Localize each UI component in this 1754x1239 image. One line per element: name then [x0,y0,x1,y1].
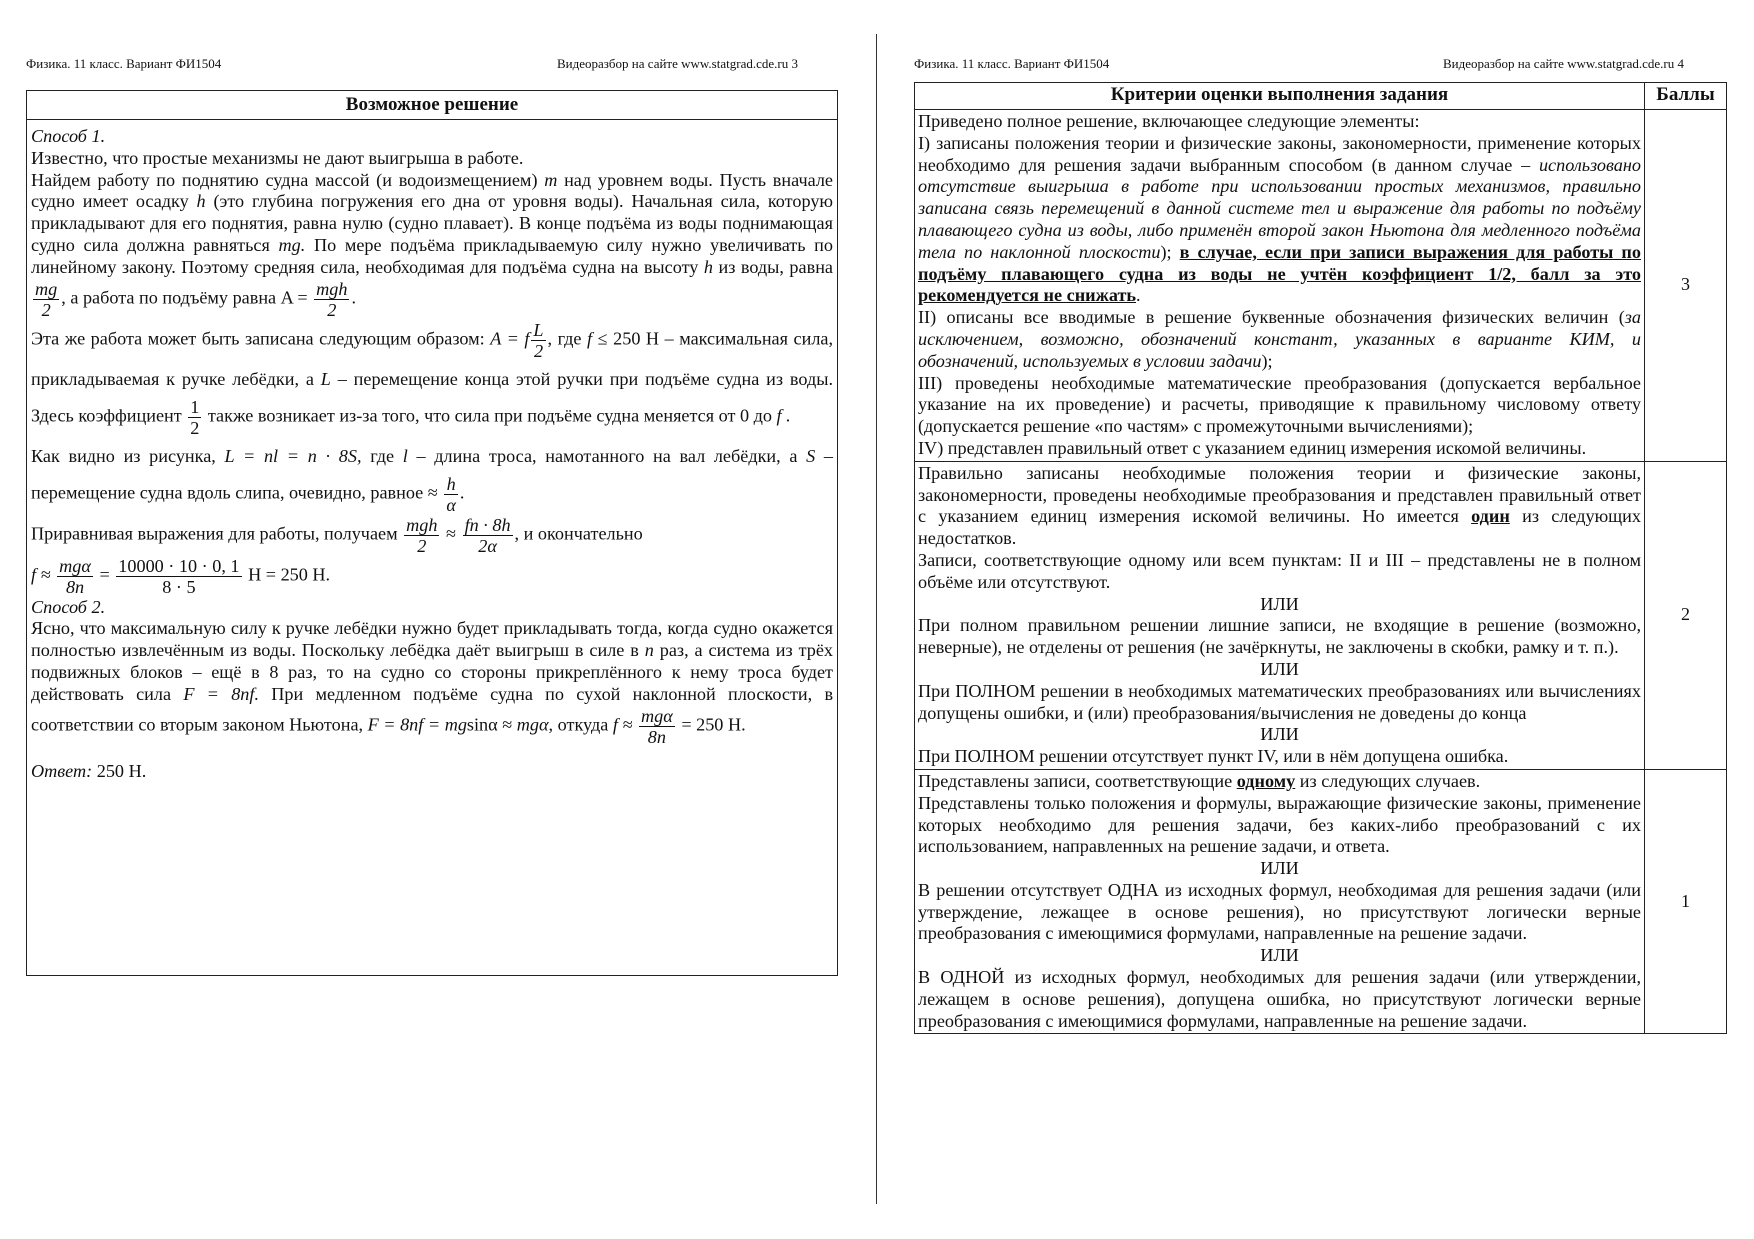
left-header-title: Физика. 11 класс. Вариант ФИ1504 [26,56,222,71]
answer-line: Ответ: 250 Н. [31,760,147,781]
method1-title: Способ 1. [31,126,106,146]
method1-text1: Известно, что простые механизмы не дают выигрыша в работе. [31,147,524,168]
criteria-text-1: Представлены записи, соответствующие одному из следующих случаев. Представлены только положения и формулы, выражающие физические законы, применение которых необходимо для решения задачи, без каких-либо преобразований с их использованием, направленных на решение задачи, и ответа. ИЛИ В решении отсутствует ОДНА из исходных формул, необходимая для решения задачи (или утверждение, лежащее в основе решения), но присутствуют логически верные преобразования с имеющимися формулами, направленные на решение задачи. ИЛИ В ОДНОЙ из исходных формул, необходимых для решения задачи (или утверждении, лежащем в основе решения), допущена ошибка, но присутствуют логически верные преобразования с имеющимися формулами, направленные на решение задачи. [915,769,1645,1034]
criteria-table [914,82,1727,1034]
solution-box [26,90,838,976]
right-header-site: Видеоразбор на сайте www.statgrad.cde.ru 4 [1443,56,1684,71]
method2-text: Ясно, что максимальную силу к ручке лебёдки нужно будет прикладывать тогда, когда судно окажется полностью извлечённым из воды. Поскольку лебёдка даёт выигрыш в силе в n раз, а система из трёх подвижных блоков – ещё в 8 раз, то на судно со стороны прикреплённого к нему троса будет действовать сила F = 8nf. При медленном подъёме судна по сухой наклонной плоскости, в соответствии со вторым законом Ньютона, F = 8nf = mgsinα ≈ mgα, откуда f ≈ $\frac{\text{mgα}}{8n}$ = 250 Н. [31,618,834,747]
method1-final-formula: f ≈ $\frac{\text{mgα}}{8n}$ = $\frac{10000 \cdot 10 \cdot 0, 1}{8 \cdot 5}$ Н = 250 Н. [31,555,331,597]
fraction-h-alpha: $\frac{h}{\alpha}$ [446,473,456,515]
method1-text6: Приравнивая выражения для работы, получаем $\frac{\text{mgh}}{2}$ ≈ $\frac{fn \cdot 8h}{2\alpha}$ , и окончательно [31,514,643,556]
method1-text4: Эта же работа может быть записана следующим образом: A = f $\frac{L}{2}$ , где f ≤ 250 Н – максимальная сила, прикладываемая к ручке лебёдки, а L – перемещение конца этой ручки при подъёме судна из воды. Здесь коэффициент $\frac{1}{2}$ также возникает из-за того, что сила при подъёме судна меняется от 0 до f . [31,319,834,438]
fraction-fn8h-2alpha: $\frac{fn \cdot 8h}{2\alpha}$ [464,514,511,556]
criteria-row-1 [915,769,1727,1034]
score-2: 2 [1645,461,1727,769]
right-header-title: Физика. 11 класс. Вариант ФИ1504 [914,56,1110,71]
fraction-numeric: $\frac{10000 \cdot 10 \cdot 0, 1}{8 \cdot 5}$ [118,555,240,597]
fraction-mg-2: $\frac{mg}{2}$ [35,278,58,320]
method1-text2: Найдем работу по поднятию судна массой (и водоизмещением) m над уровнем воды. Пусть вначале судно имеет осадку h (это глубина погружения его дна от уровня воды). Начальная сила, которую прикладывают для его поднятия, равна нулю (судно плавает). В конце подъёма из воды поднимающая судно сила должна равняться mg. По мере подъёма прикладываемую силу нужно увеличивать по линейному закону. Поэтому средняя сила, необходимая для подъёма судна на высоту h из воды, равна $\frac{mg}{2}$ , а работа по подъёму равна A = $\frac{\text{mgh}}{2}$ . [31,169,834,320]
criteria-row-3 [915,110,1727,462]
criteria-text-2: Правильно записаны необходимые положения теории и физические законы, закономерности, проведены необходимые преобразования и представлен правильный ответ с указанием единиц измерения искомой величины. Но имеется один из следующих недостатков. Записи, соответствующие одному или всем пунктам: II и III – представлены не в полном объёме или отсутствуют. ИЛИ При полном правильном решении лишние записи, не входящие в решение (возможно, неверные), не отделены от решения (не зачёркнуты, не заключены в скобки, рамку и т. п.). ИЛИ При ПОЛНОМ решении в необходимых математических преобразованиях или вычислениях допущены ошибки, и (или) преобразования/вычисления не доведены до конца ИЛИ При ПОЛНОМ решении отсутствует пункт IV, или в нём допущена ошибка. [915,461,1645,769]
left-header-site: Видеоразбор на сайте www.statgrad.cde.ru 3 [557,56,798,71]
fraction-mgalpha-8n: $\frac{\text{mgα}}{8n}$ [59,555,91,597]
method2-title: Способ 2. [31,596,106,617]
method1-text5: Как видно из рисунка, L = nl = n · 8S, где l – длина троса, намотанного на вал лебёдки, а S – перемещение судна вдоль слипа, очевидно, равное ≈ $\frac{h}{\alpha}$ . [31,445,834,515]
col-criteria-header: Критерии оценки выполнения задания [915,83,1645,110]
criteria-text-3: Приведено полное решение, включающее следующие элементы: I) записаны положения теории и физические законы, закономерности, применение которых необходимо для решения задачи выбранным способом (в данном случае – использовано отсутствие выигрыша в работе при использовании простых механизмов, правильно записана связь перемещений в данной системе тел и выражение для работы по подъёму плавающего судна из воды, либо применён второй закон Ньютона для медленного подъёма тела по наклонной плоскости); в случае, если при записи выражения для работы по подъёму плавающего судна из воды не учтён коэффициент 1/2, балл за это рекомендуется не снижать. II) описаны все вводимые в решение буквенные обозначения физических величин (за исключением, возможно, обозначений констант, указанных в варианте КИМ, и обозначений, используемых в условии задачи); III) проведены необходимые математические преобразования (допускается вербальное указание на их проведение) и расчеты, приводящие к правильному числовому ответу (допускается решение «по частям» с промежуточными вычислениями); IV) представлен правильный ответ с указанием единиц измерения искомой величины. [915,110,1645,462]
fraction-1-2: $\frac{1}{2}$ [190,396,200,438]
page-divider [876,34,877,1204]
score-3: 3 [1645,110,1727,462]
solution-body [27,120,837,782]
fraction-L-2: $\frac{L}{2}$ [533,319,544,361]
score-1: 1 [1645,769,1727,1034]
solution-title: Возможное решение [27,91,837,120]
fraction-mgh-2: $\frac{\text{mgh}}{2}$ [316,278,348,320]
criteria-row-2 [915,461,1727,769]
fraction-mgh-2b: $\frac{\text{mgh}}{2}$ [406,514,438,556]
fraction-mgalpha-8n-b: $\frac{\text{mgα}}{8n}$ [640,705,673,747]
criteria-header-row [915,83,1727,110]
col-score-header: Баллы [1645,83,1727,110]
